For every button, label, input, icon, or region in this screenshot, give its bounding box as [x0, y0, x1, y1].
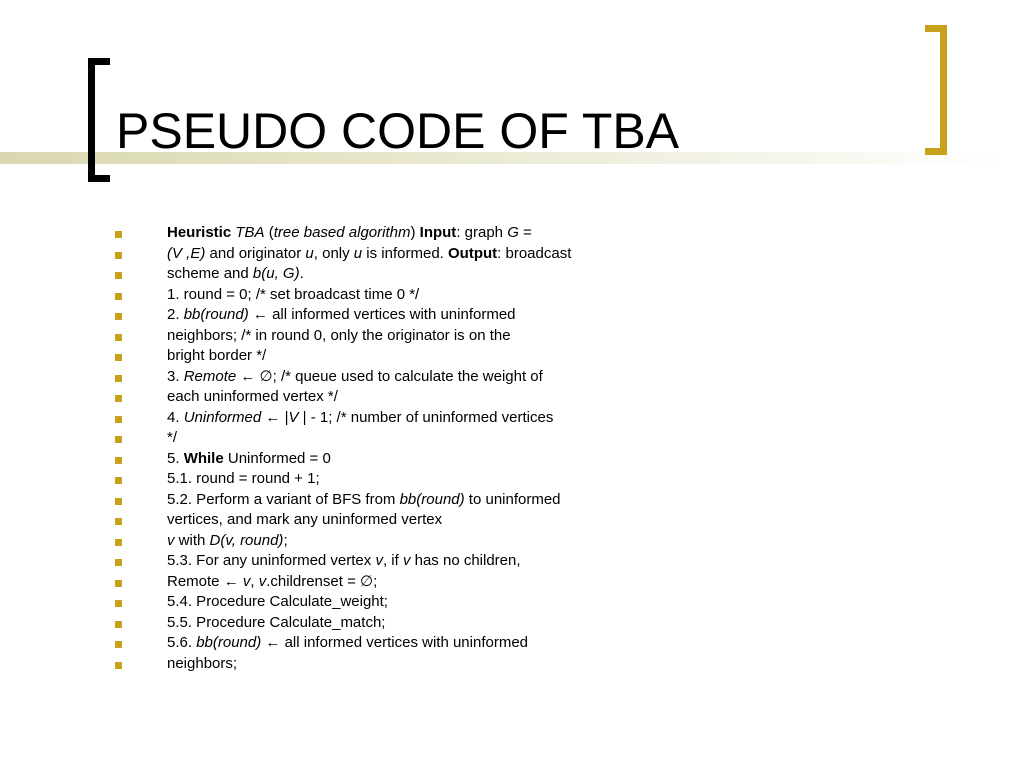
text-segment: is informed.	[362, 244, 449, 262]
list-item	[115, 346, 675, 367]
square-bullet-icon	[115, 518, 122, 525]
text-segment: v	[258, 572, 267, 590]
text-segment: (V ,E)	[167, 244, 206, 262]
square-bullet-icon	[115, 641, 122, 648]
list-item	[115, 633, 675, 654]
list-item	[115, 367, 675, 388]
text-segment: =	[518, 224, 532, 241]
text-segment: neighbors; /* in round 0, only the originator is on the	[167, 326, 511, 344]
text-segment: tree based algorithm	[273, 224, 411, 241]
list-item-text	[167, 388, 338, 405]
text-segment: u	[353, 244, 363, 262]
list-item-text	[167, 532, 288, 549]
text-segment: 3.	[167, 367, 184, 385]
list-item	[115, 469, 675, 490]
text-segment: v	[242, 572, 251, 590]
square-bullet-icon	[115, 621, 122, 628]
list-item-text	[167, 614, 385, 631]
list-item-text	[167, 491, 561, 508]
slide-title: PSEUDO CODE OF TBA	[116, 103, 680, 159]
text-segment: u	[305, 244, 314, 262]
square-bullet-icon	[115, 539, 122, 546]
text-segment: bb(round)	[183, 306, 249, 323]
text-segment: Remote	[183, 367, 237, 385]
square-bullet-icon	[115, 272, 122, 279]
text-segment: , if	[382, 552, 403, 569]
text-segment: scheme and	[167, 265, 253, 282]
square-bullet-icon	[115, 457, 122, 464]
square-bullet-icon	[115, 416, 122, 423]
list-item-text	[167, 470, 320, 487]
list-item	[115, 264, 675, 285]
text-segment: : graph	[456, 224, 508, 241]
text-segment: While	[183, 449, 224, 467]
list-item-text	[167, 265, 304, 282]
list-item-text	[167, 245, 571, 262]
text-segment: 5.2. Perform a variant of BFS from	[167, 490, 400, 508]
text-segment: | - 1; /* number of uninformed vertices	[298, 408, 554, 426]
list-item	[115, 428, 675, 449]
square-bullet-icon	[115, 559, 122, 566]
square-bullet-icon	[115, 375, 122, 382]
list-item	[115, 223, 675, 244]
text-segment: Heuristic	[167, 224, 232, 241]
list-item	[115, 613, 675, 634]
list-item	[115, 449, 675, 470]
text-segment: and originator	[205, 244, 306, 262]
pseudo-code-list	[115, 223, 675, 674]
text-segment: has no children,	[410, 552, 521, 569]
text-segment: ← ∅; /* queue used to calculate the weight of	[236, 367, 543, 385]
list-item-text	[167, 347, 266, 364]
text-segment: b(u, G)	[252, 265, 300, 282]
square-bullet-icon	[115, 313, 122, 320]
square-bullet-icon	[115, 231, 122, 238]
list-item-text	[167, 286, 419, 303]
text-segment: with	[174, 531, 210, 549]
text-segment: to uninformed	[464, 490, 561, 508]
list-item-text	[167, 368, 543, 385]
square-bullet-icon	[115, 662, 122, 669]
text-segment: 5.	[167, 449, 184, 467]
list-item-text	[167, 224, 532, 241]
text-segment: ;	[283, 531, 288, 549]
square-bullet-icon	[115, 354, 122, 361]
square-bullet-icon	[115, 498, 122, 505]
text-segment: Input	[419, 224, 457, 241]
text-segment: vertices, and mark any uninformed vertex	[167, 511, 443, 528]
list-item	[115, 531, 675, 552]
text-segment: 5.4. Procedure Calculate_weight;	[167, 593, 388, 610]
square-bullet-icon	[115, 580, 122, 587]
text-segment: */	[167, 429, 178, 446]
list-item	[115, 490, 675, 511]
list-item	[115, 285, 675, 306]
text-segment: each uninformed vertex */	[167, 388, 338, 405]
text-segment: Uninformed = 0	[223, 449, 331, 467]
text-segment: Output	[448, 244, 498, 262]
text-segment: bb(round)	[196, 634, 262, 651]
list-item-text	[167, 655, 237, 672]
square-bullet-icon	[115, 293, 122, 300]
text-segment: 5.6.	[167, 634, 197, 651]
text-segment: Uninformed	[183, 408, 262, 426]
text-segment: bright border */	[167, 347, 267, 364]
square-bullet-icon	[115, 436, 122, 443]
text-segment: .childrenset = ∅;	[266, 572, 378, 590]
right-bracket-decoration	[925, 25, 947, 155]
text-segment: TBA	[235, 224, 265, 241]
text-segment: , only	[313, 244, 354, 262]
list-item	[115, 592, 675, 613]
list-item	[115, 244, 675, 265]
square-bullet-icon	[115, 334, 122, 341]
list-item-text	[167, 409, 553, 426]
text-segment: v	[375, 552, 383, 569]
text-segment: D(v, round)	[209, 531, 284, 549]
square-bullet-icon	[115, 477, 122, 484]
text-segment: 1. round = 0; /* set broadcast time 0 */	[167, 285, 420, 303]
left-bracket-decoration	[88, 58, 110, 182]
text-segment: ← all informed vertices with uninformed	[248, 306, 516, 323]
list-item-text	[167, 634, 528, 651]
list-item-text	[167, 552, 521, 569]
text-segment: 2.	[167, 306, 184, 323]
list-item	[115, 387, 675, 408]
text-segment: : broadcast	[497, 244, 572, 262]
list-item	[115, 510, 675, 531]
list-item	[115, 326, 675, 347]
list-item	[115, 654, 675, 675]
text-segment: 5.5. Procedure Calculate_match;	[167, 613, 386, 631]
square-bullet-icon	[115, 395, 122, 402]
text-segment: 4.	[167, 408, 184, 426]
list-item	[115, 551, 675, 572]
list-item-text	[167, 306, 516, 323]
square-bullet-icon	[115, 252, 122, 259]
text-segment: ← |	[261, 408, 289, 426]
text-segment: bb(round)	[399, 490, 465, 508]
text-segment: )	[410, 224, 420, 241]
square-bullet-icon	[115, 600, 122, 607]
text-segment: (	[264, 224, 274, 241]
list-item-text	[167, 593, 388, 610]
list-item	[115, 572, 675, 593]
list-item	[115, 408, 675, 429]
list-item-text	[167, 450, 331, 467]
text-segment: 5.3. For any uninformed vertex	[167, 552, 376, 569]
list-item-text	[167, 327, 511, 344]
text-segment: G	[507, 224, 519, 241]
list-item-text	[167, 573, 377, 590]
text-segment: V	[288, 408, 299, 426]
text-segment: ← all informed vertices with uninformed	[261, 634, 529, 651]
text-segment: v	[402, 552, 411, 569]
text-segment: .	[299, 265, 304, 282]
text-segment: v	[167, 531, 175, 549]
list-item-text	[167, 429, 177, 446]
text-segment: ,	[250, 572, 259, 590]
list-item	[115, 305, 675, 326]
text-segment: 5.1. round = round + 1;	[167, 470, 320, 487]
text-segment: Remote ←	[167, 572, 243, 590]
text-segment: neighbors;	[167, 654, 238, 672]
list-item-text	[167, 511, 442, 528]
